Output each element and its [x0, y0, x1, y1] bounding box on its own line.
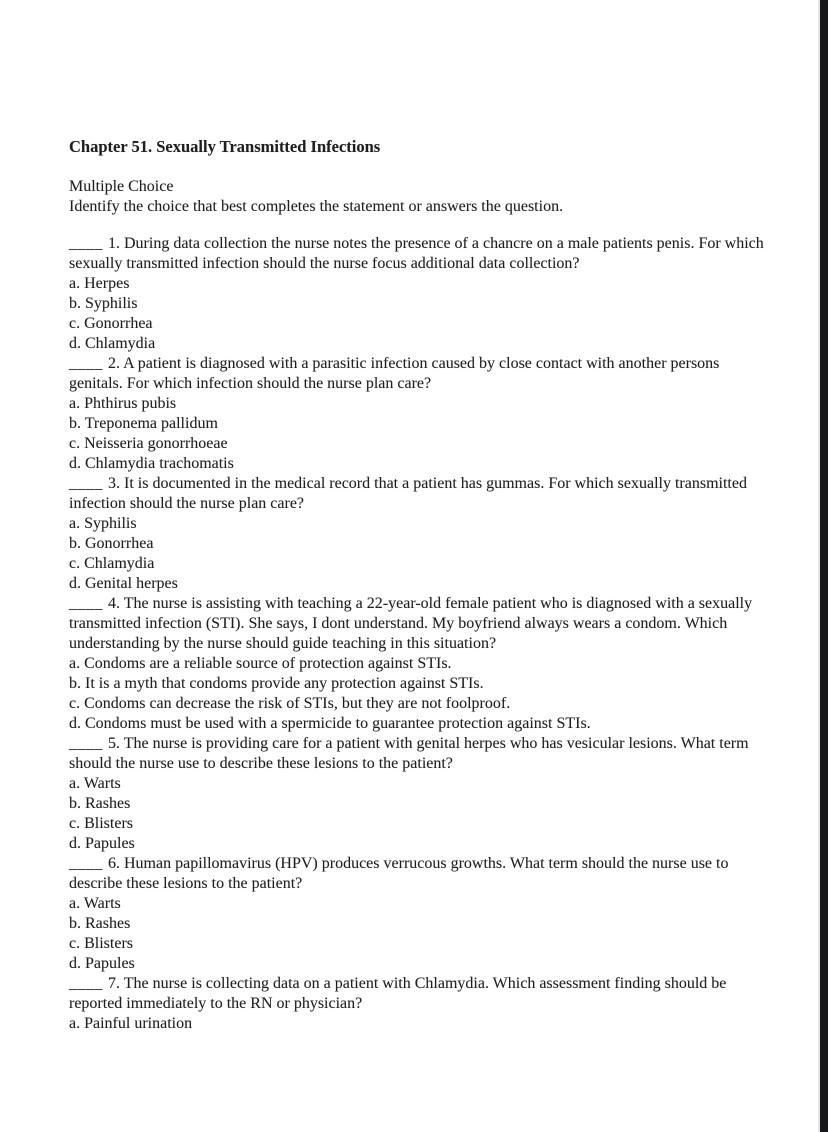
instructions-text: Identify the choice that best completes the statement or answers the question.: [69, 198, 564, 215]
answer-blank: ____: [69, 735, 103, 752]
question-stem: [69, 594, 771, 654]
question-stem: [69, 474, 771, 514]
choice-option: b. It is a myth that condoms provide any protection against STIs.: [69, 675, 484, 692]
choice-option: c. Condoms can decrease the risk of STIs, but they are not foolproof.: [69, 695, 511, 712]
question-number: 3.: [108, 475, 120, 492]
question-text: The nurse is providing care for a patient with genital herpes who has vesicular lesions. What term should the nurse use to describe these lesions to the patient?: [69, 735, 749, 772]
document-content: [69, 137, 771, 1034]
choice-option: c. Blisters: [69, 935, 133, 952]
choice-option: a. Warts: [69, 775, 121, 792]
choice-option: a. Herpes: [69, 275, 130, 292]
choice-option: a. Condoms are a reliable source of protection against STIs.: [69, 655, 452, 672]
instructions-block: [69, 177, 771, 217]
choice-option: a. Warts: [69, 895, 121, 912]
question-text: Human papillomavirus (HPV) produces verrucous growths. What term should the nurse use to describe these lesions to the patient?: [69, 855, 729, 892]
choice-option: c. Chlamydia: [69, 555, 155, 572]
answer-blank: ____: [69, 475, 103, 492]
question-text: During data collection the nurse notes the presence of a chancre on a male patients penis. For which sexually transmitted infection should the nurse focus additional data collection?: [69, 235, 764, 272]
choice-option: a. Syphilis: [69, 515, 137, 532]
question-number: 2.: [108, 355, 120, 372]
question-number: 4.: [108, 595, 120, 612]
question-1: [69, 234, 771, 354]
question-number: 6.: [108, 855, 120, 872]
scan-edge-strip: [818, 0, 828, 1132]
answer-blank: ____: [69, 355, 103, 372]
choice-option: a. Phthirus pubis: [69, 395, 177, 412]
question-5: [69, 734, 771, 854]
question-6: [69, 854, 771, 974]
question-2: [69, 354, 771, 474]
question-stem: [69, 234, 771, 274]
choice-option: c. Blisters: [69, 815, 133, 832]
question-3: [69, 474, 771, 594]
choice-option: c. Neisseria gonorrhoeae: [69, 435, 228, 452]
choice-option: b. Syphilis: [69, 295, 138, 312]
question-number: 5.: [108, 735, 120, 752]
section-label: Multiple Choice: [69, 178, 174, 195]
question-stem: [69, 974, 771, 1014]
question-text: The nurse is assisting with teaching a 22-year-old female patient who is diagnosed with a sexually transmitted infection (STI). She says, I dont understand. My boyfriend always wears a condom. Which understanding by the nurse should guide teaching in this situation?: [69, 595, 753, 652]
choice-option: a. Painful urination: [69, 1015, 193, 1032]
choice-option: d. Papules: [69, 955, 135, 972]
choice-option: c. Gonorrhea: [69, 315, 153, 332]
choice-option: d. Condoms must be used with a spermicide to guarantee protection against STIs.: [69, 715, 591, 732]
choice-option: b. Gonorrhea: [69, 535, 154, 552]
question-4: [69, 594, 771, 734]
choice-option: b. Treponema pallidum: [69, 415, 218, 432]
question-text: It is documented in the medical record that a patient has gummas. For which sexually transmitted infection should the nurse plan care?: [69, 475, 747, 512]
answer-blank: ____: [69, 235, 103, 252]
question-7: [69, 974, 771, 1034]
question-stem: [69, 734, 771, 774]
question-stem: [69, 854, 771, 894]
answer-blank: ____: [69, 855, 103, 872]
choice-option: d. Papules: [69, 835, 135, 852]
chapter-title: Chapter 51. Sexually Transmitted Infections: [69, 137, 381, 156]
choice-option: d. Chlamydia: [69, 335, 156, 352]
choice-option: d. Genital herpes: [69, 575, 178, 592]
choice-option: b. Rashes: [69, 915, 131, 932]
answer-blank: ____: [69, 975, 103, 992]
question-text: The nurse is collecting data on a patient with Chlamydia. Which assessment finding should be reported immediately to the RN or physician?: [69, 975, 727, 1012]
question-text: A patient is diagnosed with a parasitic infection caused by close contact with another persons genitals. For which infection should the nurse plan care?: [69, 355, 720, 392]
question-stem: [69, 354, 771, 394]
question-number: 7.: [108, 975, 120, 992]
answer-blank: ____: [69, 595, 103, 612]
choice-option: d. Chlamydia trachomatis: [69, 455, 234, 472]
question-number: 1.: [108, 235, 120, 252]
choice-option: b. Rashes: [69, 795, 131, 812]
